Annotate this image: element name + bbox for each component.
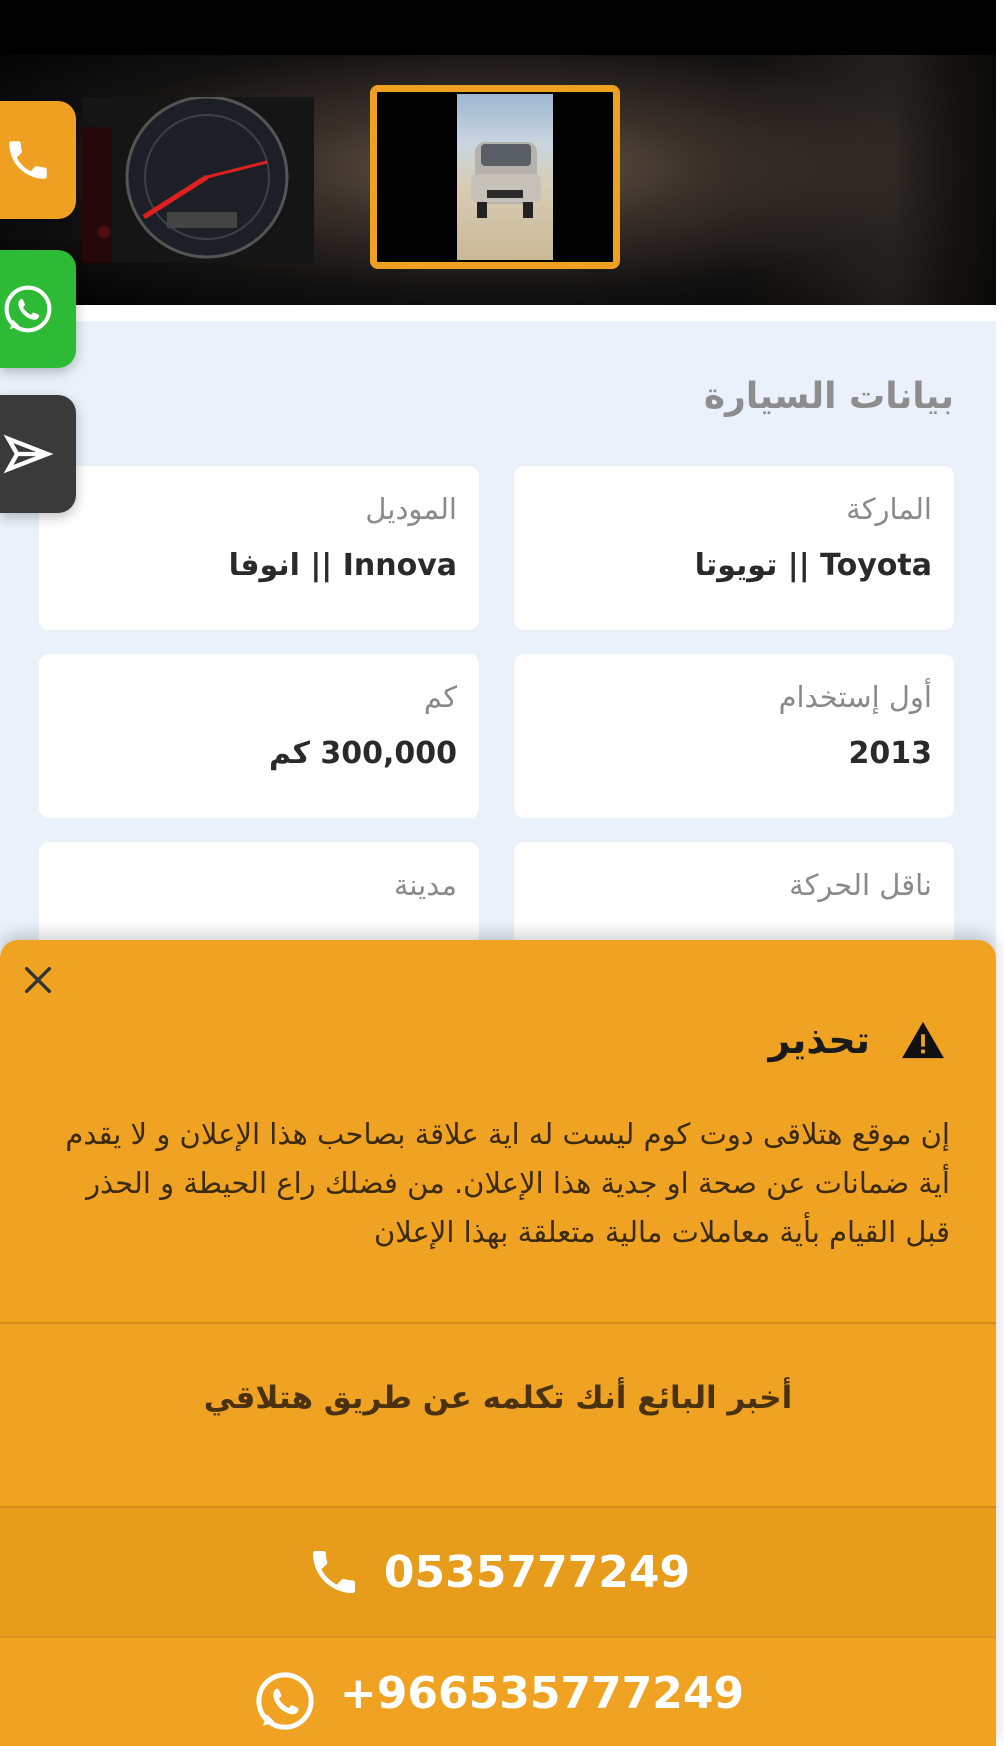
- spec-card-first-use: [514, 654, 954, 818]
- warning-modal: [0, 940, 996, 1746]
- spec-label: ناقل الحركة: [789, 868, 932, 902]
- spec-card-mileage: [39, 654, 479, 818]
- status-bar-area: [0, 0, 996, 55]
- phone-icon: [306, 1544, 362, 1600]
- phone-icon: [3, 135, 53, 185]
- whatsapp-icon: [1, 282, 55, 336]
- call-fab-button[interactable]: [0, 101, 76, 219]
- whatsapp-fab-button[interactable]: [0, 250, 76, 368]
- car-photo: [457, 94, 553, 260]
- close-button[interactable]: [18, 960, 58, 1000]
- section-title: بيانات السيارة: [703, 376, 954, 417]
- warning-icon: [900, 1020, 946, 1060]
- share-icon: [2, 428, 54, 480]
- whatsapp-seller-button[interactable]: [0, 1638, 996, 1746]
- warning-title: تحذير: [768, 1018, 870, 1062]
- car-image: [457, 94, 553, 260]
- gallery-thumbnail-selected[interactable]: [370, 85, 620, 269]
- spec-card-brand: [514, 466, 954, 630]
- spec-label: كم: [423, 680, 457, 714]
- share-fab-button[interactable]: [0, 395, 76, 513]
- gallery-shade: [736, 55, 996, 305]
- gallery-thumbnail-speedometer[interactable]: [82, 97, 314, 263]
- spec-label: أول إستخدام: [778, 680, 932, 714]
- divider: [0, 1322, 996, 1324]
- call-seller-button[interactable]: [0, 1508, 996, 1636]
- spec-card-model: [39, 466, 479, 630]
- spec-value: 300,000 كم: [268, 736, 457, 771]
- image-gallery[interactable]: [0, 55, 996, 305]
- warning-header: [768, 1018, 946, 1062]
- close-icon: [21, 963, 55, 997]
- spec-value: Toyota || تويوتا: [694, 548, 932, 583]
- whatsapp-number: +966535777249: [339, 1668, 745, 1719]
- tell-seller-text: أخبر البائع أنك تكلمه عن طريق هتلاقي: [203, 1380, 793, 1416]
- speedometer-image: [82, 97, 314, 263]
- spec-label: الماركة: [846, 492, 932, 526]
- gallery-separator: [0, 305, 996, 321]
- spec-value: 2013: [848, 736, 932, 771]
- whatsapp-icon: [252, 1668, 318, 1734]
- warning-message: إن موقع هتلاقى دوت كوم ليست له اية علاقة بصاحب هذا الإعلان و لا يقدم أية ضمانات عن صحة او جدية هذا الإعلان. من فضلك راع الحيطة و الحذر قبل القيام بأية معاملات مالية متعلقة بهذا الإعلان: [65, 1117, 950, 1249]
- spec-value: Innova || انوفا: [228, 548, 457, 583]
- spec-label: مدينة: [393, 868, 457, 902]
- spec-label: الموديل: [365, 492, 457, 526]
- phone-number: 0535777249: [383, 1546, 691, 1598]
